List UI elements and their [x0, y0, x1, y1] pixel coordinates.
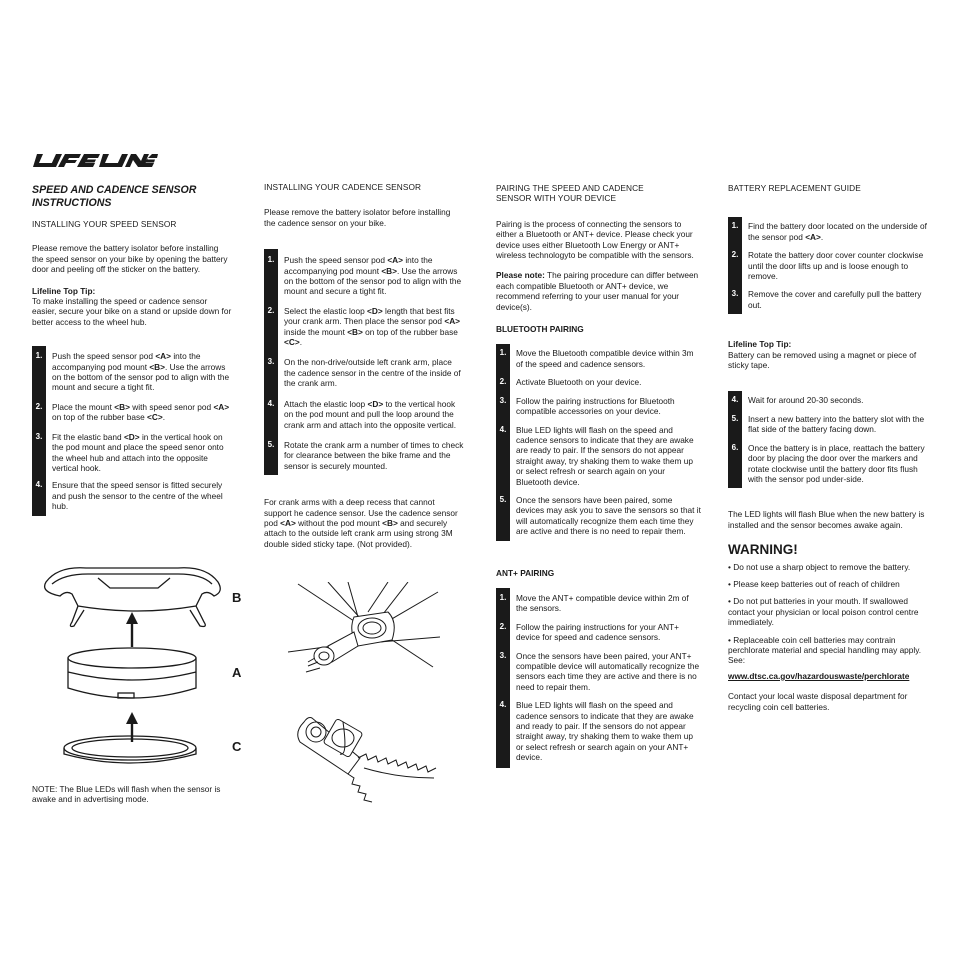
step-body: Insert a new battery into the battery slot with the flat side of the battery facing down.	[748, 413, 925, 435]
part-code: <A>	[387, 255, 404, 266]
step-number: 3.	[267, 357, 275, 367]
step-body: Once the sensors have been paired, some devices may ask you to save the sensors so that it will automatically recognize them each time they are active and there is no need to repair them.	[516, 494, 701, 537]
step-body	[52, 480, 232, 511]
tip-title: Lifeline Top Tip:	[32, 285, 96, 296]
wheel-crank-figure	[288, 582, 440, 807]
battery-tip-title: Lifeline Top Tip:	[728, 339, 792, 350]
step-number: 3.	[499, 650, 507, 660]
step-number: 1.	[35, 351, 43, 361]
step-body	[748, 221, 930, 242]
step-text: without the pod mount	[295, 517, 383, 528]
step-text: Find the battery door located on the underside of the sensor pod	[748, 221, 927, 242]
warning-bullet: • Do not use a sharp object to remove the battery.	[728, 561, 911, 572]
battery-column	[728, 183, 930, 712]
step-body: Move the ANT+ compatible device within 2m of the sensors.	[516, 592, 689, 614]
step-text: Attach the elastic loop	[284, 398, 368, 409]
step-number: 5.	[731, 413, 739, 423]
step-item	[496, 593, 701, 614]
brand-name: LIFELINE	[33, 152, 38, 153]
step-item	[496, 396, 701, 417]
step-body	[284, 357, 464, 388]
step-item	[264, 306, 464, 348]
section-heading-pairing-2: SENSOR WITH YOUR DEVICE	[496, 193, 617, 204]
ant-steps	[496, 588, 701, 768]
warning-bullet: • Do not put batteries in your mouth. If swallowed contact your physician or local poison control centre immediately.	[728, 596, 919, 628]
part-code: <D>	[367, 398, 384, 409]
step-body	[284, 255, 464, 297]
cadence-steps	[264, 249, 464, 475]
step-body	[284, 440, 464, 471]
lifeline-logo	[33, 152, 158, 168]
step-body: Activate Bluetooth on your device.	[516, 377, 642, 388]
step-number: 3.	[731, 289, 739, 299]
part-code: <C>	[284, 337, 300, 348]
part-code: <D>	[123, 431, 140, 442]
main-title-line1: SPEED AND CADENCE SENSOR	[32, 184, 197, 196]
speed-sensor-column	[32, 184, 232, 516]
step-item	[728, 443, 930, 485]
battery-steps-a	[728, 217, 930, 314]
section-heading-cadence: INSTALLING YOUR CADENCE SENSOR	[264, 182, 422, 192]
step-text: Fit the elastic band	[52, 431, 124, 442]
bluetooth-pairing-heading: BLUETOOTH PAIRING	[496, 324, 584, 335]
step-item	[496, 495, 701, 537]
step-item	[496, 651, 701, 693]
step-item	[728, 395, 930, 405]
cadence-intro: Please remove the battery isolator before installing the cadence sensor on your bike.	[264, 207, 451, 228]
step-text: Ensure that the speed sensor is fitted securely and push the sensor to the centre of the wheel hub.	[52, 480, 223, 512]
part-code: <B>	[382, 517, 398, 528]
step-text: Rotate the battery door cover counter clockwise until the door lifts up and is loose enough to remove.	[748, 250, 924, 282]
step-item	[32, 432, 232, 474]
warning-list	[728, 562, 930, 666]
step-item	[728, 414, 930, 435]
step-number: 2.	[499, 377, 507, 387]
step-item	[264, 357, 464, 388]
step-body: Once the sensors have been paired, your ANT+ compatible device will automatically recognize the sensors each time they are active and there is no need to repair them.	[516, 650, 700, 692]
part-code: <A>	[155, 351, 172, 362]
fig-label-c: C	[232, 739, 242, 754]
step-number: 4.	[731, 395, 739, 405]
fig-label-b: B	[232, 590, 242, 605]
step-number: 4.	[499, 424, 507, 434]
step-number: 3.	[35, 431, 43, 441]
step-text: Select the elastic loop	[284, 305, 368, 316]
step-item	[496, 348, 701, 369]
step-text: length that best fits your crank arm. Then place the sensor pod	[284, 305, 455, 327]
step-body	[284, 399, 464, 430]
disposal-text: Contact your local waste disposal department for recycling coin cell batteries.	[728, 691, 908, 712]
section-heading-pairing-1: PAIRING THE SPEED AND CADENCE	[496, 183, 644, 193]
part-code: <B>	[347, 326, 363, 337]
please-note-label: Please note:	[496, 270, 545, 281]
step-number: 1.	[267, 255, 275, 265]
step-number: 5.	[267, 439, 275, 449]
deep-recess-note	[264, 497, 464, 549]
step-item	[264, 440, 464, 471]
step-body: Blue LED lights will flash on the speed and cadence sensors to indicate that they are awake are ready to pair. If the sensors do not appear straight away, try shaking them to wake them up or select refresh or search again on your Bluetooth device.	[516, 424, 694, 487]
part-code: <A>	[213, 401, 230, 412]
step-item	[496, 425, 701, 487]
perchlorate-link[interactable]: www.dtsc.ca.gov/hazardouswaste/perchlorate	[728, 670, 910, 681]
step-body: Follow the pairing instructions for Bluetooth compatible accessories on your device.	[516, 395, 675, 417]
step-text: on top of the rubber base	[362, 326, 458, 337]
step-text: inside the mount	[284, 326, 348, 337]
step-text: .	[162, 412, 166, 423]
step-item	[496, 377, 701, 387]
step-text: Rotate the crank arm a number of times to check for clearance between the bike frame and the sensor is securely mounted.	[284, 439, 464, 471]
tip-text: To make installing the speed or cadence sensor easier, secure your bike on a stand or upside down for better access to the wheel hub.	[32, 296, 232, 327]
step-number: 4.	[499, 700, 507, 710]
step-item	[32, 351, 232, 393]
please-note-text: The pairing procedure can differ between each compatible Bluetooth or ANT+ device, we recommend referring to your user manual for your device(s).	[496, 270, 699, 312]
part-code: <B>	[114, 401, 130, 412]
step-number: 4.	[267, 398, 275, 408]
step-body: Move the Bluetooth compatible device within 3m of the speed and cadence sensors.	[516, 348, 694, 369]
step-text: .	[820, 231, 824, 242]
step-text: Place the mount	[52, 401, 115, 412]
step-body	[284, 306, 464, 348]
step-item	[32, 402, 232, 423]
step-body	[748, 289, 930, 310]
step-body	[52, 432, 232, 474]
pairing-intro: Pairing is the process of connecting the sensors to either a Bluetooth or ANT+ device. Please check your device uses either Bluetooth Low Energy or ANT+ wireless technologyto be compatible with the sensors.	[496, 218, 694, 261]
step-text: .	[299, 337, 302, 348]
step-text: on top of the rubber base	[52, 412, 148, 423]
main-title-line2: INSTRUCTIONS	[32, 197, 112, 209]
fig-label-a: A	[232, 665, 242, 680]
step-item	[728, 250, 930, 281]
part-code: <A>	[444, 316, 461, 327]
step-item	[496, 700, 701, 762]
step-item	[728, 289, 930, 310]
pairing-column	[496, 183, 701, 768]
step-number: 5.	[499, 494, 507, 504]
step-body: Blue LED lights will flash on the speed and cadence sensors to indicate that they are awake and ready to pair. If the sensors do not appear straight away, try shaking them to wake them up or select refresh or search again on your ANT+ device.	[516, 700, 694, 763]
step-text: On the non-drive/outside left crank arm, place the cadence sensor in the centre of the inside of the crank arm.	[284, 357, 461, 389]
step-number: 2.	[35, 401, 43, 411]
step-number: 2.	[267, 305, 275, 315]
battery-steps-b	[728, 391, 930, 488]
led-note: NOTE: The Blue LEDs will flash when the sensor is awake and in advertising mode.	[32, 784, 221, 805]
speed-steps	[32, 346, 232, 515]
battery-tip-text: Battery can be removed using a magnet or piece of sticky tape.	[728, 349, 917, 371]
part-code: <A>	[805, 231, 821, 242]
step-text: Push the speed sensor pod	[284, 255, 388, 266]
ant-pairing-heading: ANT+ PAIRING	[496, 567, 555, 578]
part-code: <A>	[280, 517, 296, 528]
part-code: <D>	[367, 305, 383, 316]
step-text: into the accompanying pod mount	[284, 255, 433, 276]
sensor-exploded-figure	[38, 562, 238, 777]
step-number: 4.	[35, 480, 43, 490]
cadence-sensor-column	[264, 182, 464, 549]
step-text: to the vertical hook on the pod mount and pull the loop around the crank arm and attach into the opposite vertical.	[284, 398, 457, 430]
part-code: <B>	[381, 265, 398, 276]
warning-bullet: • Replaceable coin cell batteries may contrain perchlorate material and special handling may apply. See:	[728, 634, 922, 666]
led-new-battery-text: The LED lights will flash Blue when the new battery is installed and the sensor becomes awake again.	[728, 509, 925, 530]
step-body	[52, 351, 232, 393]
step-number: 3.	[499, 395, 507, 405]
step-body: Follow the pairing instructions for your ANT+ device for speed and cadence sensors.	[516, 621, 680, 643]
part-code: <C>	[147, 412, 163, 423]
warning-bullet: • Please keep batteries out of reach of children	[728, 578, 900, 589]
step-number: 2.	[731, 250, 739, 260]
step-body: Wait for around 20-30 seconds.	[748, 395, 864, 406]
warning-title: WARNING!	[728, 542, 798, 558]
step-text: in the vertical hook on the pod mount and place the speed senor onto the wheel hub and attach into the opposite vertical hook.	[52, 431, 224, 473]
step-text: into the accompanying pod mount	[52, 351, 201, 372]
step-item	[32, 480, 232, 511]
speed-intro: Please remove the battery isolator before installing the speed sensor on your bike by opening the battery door and peeling off the sticker on the battery.	[32, 243, 228, 275]
step-text: . Use the arrows on the bottom of the sensor pod to align with the mount and secure a tight fit.	[52, 361, 230, 393]
step-item	[264, 399, 464, 430]
step-text: and securely attach to the outside left crank arm using strong 3M double sided sticky tape. (Not provided).	[264, 517, 453, 549]
step-text: Remove the cover and carefully pull the battery out.	[748, 289, 922, 310]
step-item	[496, 622, 701, 643]
step-text: . Use the arrows on the bottom of the sensor pod to align with the mount and secure a tight fit.	[284, 265, 462, 297]
step-number: 1.	[731, 221, 739, 231]
step-body: Once the battery is in place, reattach the battery door by placing the door over the markers and rotate clockwise until the battery door fits flush with the sensor pod under-side.	[748, 442, 925, 484]
step-text: with speed senor pod	[129, 401, 214, 412]
step-body	[52, 402, 232, 423]
section-heading-speed: INSTALLING YOUR SPEED SENSOR	[32, 219, 177, 229]
step-item	[264, 255, 464, 297]
part-code: <B>	[149, 361, 166, 372]
step-number: 6.	[731, 442, 739, 452]
step-body	[748, 250, 930, 281]
step-text: Push the speed sensor pod	[52, 351, 156, 362]
step-text: For crank arms with a deep recess that cannot support he cadence sensor. Use the cadence sensor pod	[264, 497, 458, 528]
step-number: 1.	[499, 592, 507, 602]
step-number: 1.	[499, 348, 507, 358]
step-number: 2.	[499, 621, 507, 631]
section-heading-battery: BATTERY REPLACEMENT GUIDE	[728, 183, 861, 193]
step-item	[728, 221, 930, 242]
bluetooth-steps	[496, 344, 701, 540]
